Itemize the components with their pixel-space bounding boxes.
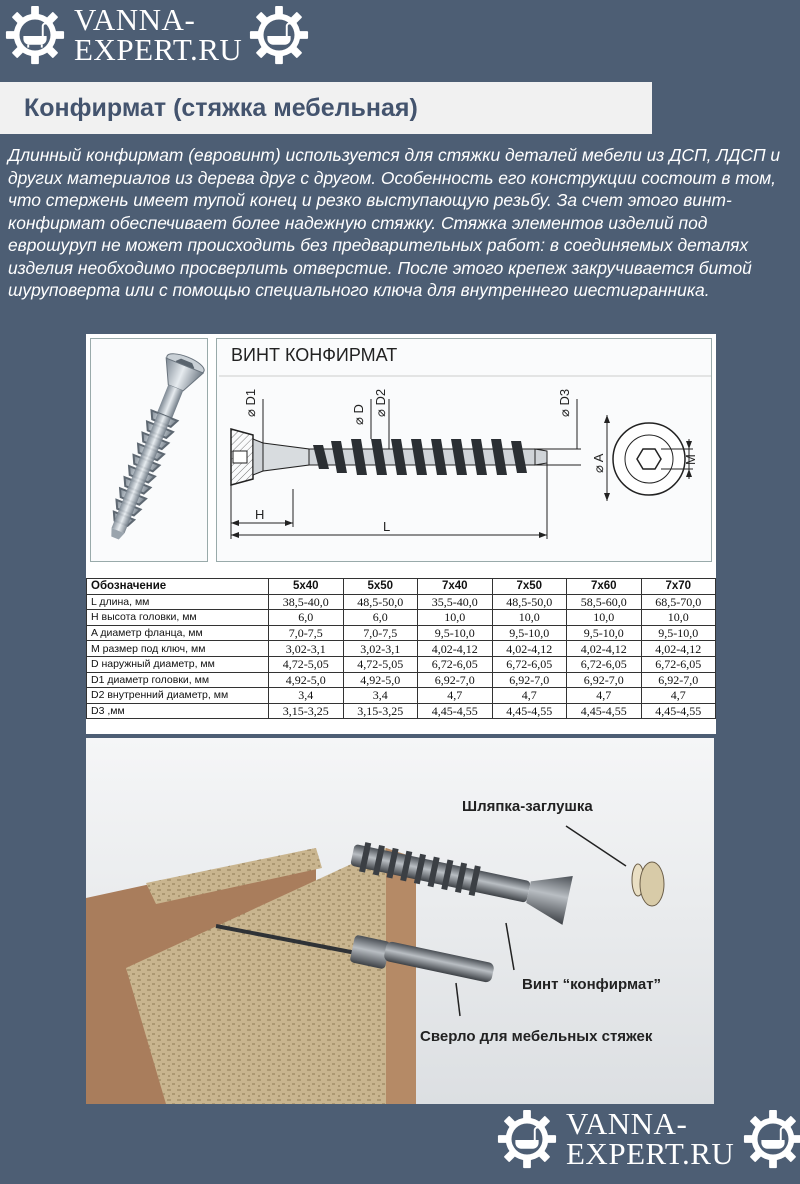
table-cell: 3,4 bbox=[269, 688, 344, 704]
gear-bath-icon bbox=[496, 1108, 558, 1170]
table-cell: 4,72-5,05 bbox=[343, 656, 418, 672]
table-cell: H высота головки, мм bbox=[87, 610, 269, 626]
table-cell: D1 диаметр головки, мм bbox=[87, 672, 269, 688]
site-logo-bottom[interactable] bbox=[496, 1108, 800, 1170]
table-cell: 7,0-7,5 bbox=[269, 625, 344, 641]
table-cell: 4,72-5,05 bbox=[269, 656, 344, 672]
gear-bath-icon bbox=[4, 4, 66, 66]
table-cell: D2 внутренний диаметр, мм bbox=[87, 688, 269, 704]
table-cell: 58,5-60,0 bbox=[567, 594, 642, 610]
table-cell: 6,0 bbox=[269, 610, 344, 626]
table-cell: 6,0 bbox=[343, 610, 418, 626]
col-header: Обозначение bbox=[87, 579, 269, 595]
table-cell: 9,5-10,0 bbox=[492, 625, 567, 641]
specs-table bbox=[86, 578, 716, 719]
table-row bbox=[87, 656, 716, 672]
table-cell: 4,02-4,12 bbox=[567, 641, 642, 657]
table-cell: 3,02-3,1 bbox=[343, 641, 418, 657]
table-cell: 9,5-10,0 bbox=[418, 625, 493, 641]
table-row bbox=[87, 641, 716, 657]
chipboard-scene-image bbox=[86, 738, 714, 1104]
table-cell: 6,72-6,05 bbox=[492, 656, 567, 672]
table-cell: 4,7 bbox=[641, 688, 716, 704]
brand-name bbox=[74, 2, 243, 67]
table-cell: 7,0-7,5 bbox=[343, 625, 418, 641]
label-l: L bbox=[383, 519, 391, 534]
gear-bath-icon bbox=[248, 4, 310, 66]
table-row bbox=[87, 672, 716, 688]
table-cell: 48,5-50,0 bbox=[343, 594, 418, 610]
table-cell: 6,72-6,05 bbox=[567, 656, 642, 672]
table-cell: 3,4 bbox=[343, 688, 418, 704]
table-cell: L длина, мм bbox=[87, 594, 269, 610]
screw-photo bbox=[90, 338, 208, 562]
table-cell: A диаметр фланца, мм bbox=[87, 625, 269, 641]
confirmat-screw-image bbox=[91, 339, 209, 563]
page-title: Конфирмат (стяжка мебельная) bbox=[24, 93, 418, 122]
table-cell: 9,5-10,0 bbox=[641, 625, 716, 641]
table-cell: 10,0 bbox=[567, 610, 642, 626]
table-cell: 4,45-4,55 bbox=[567, 703, 642, 719]
table-row bbox=[87, 703, 716, 719]
col-header: 5х50 bbox=[343, 579, 418, 595]
table-cell: 6,72-6,05 bbox=[641, 656, 716, 672]
intro-paragraph: Длинный конфирмат (евровинт) используется для стяжки деталей мебели из ДСП, ЛДСП и других материалов из дерева друг с другом. Особенность его конструкции состоит в том, что стержень имеет тупой конец и резко выступающую резьбу. За счет этого винт-конфирмат обеспечивает более надежную стяжку. Стяжка элементов изделий под еврошуруп не может происходить без предварительных работ: в соединяемых деталях изделия необходимо просверлить отверстие. После этого крепеж закручивается битой шуруповерта или с помощью специального ключа для внутреннего шестигранника. bbox=[8, 145, 781, 300]
col-header: 7х70 bbox=[641, 579, 716, 595]
col-header: 7х60 bbox=[567, 579, 642, 595]
label-a: ⌀ A bbox=[591, 453, 606, 473]
table-cell: 4,7 bbox=[418, 688, 493, 704]
table-cell: 4,45-4,55 bbox=[641, 703, 716, 719]
brand-line-1: VANNA- bbox=[566, 1106, 688, 1141]
table-cell: 68,5-70,0 bbox=[641, 594, 716, 610]
table-cell: 4,92-5,0 bbox=[343, 672, 418, 688]
gear-bath-icon bbox=[742, 1108, 800, 1170]
table-cell: 4,92-5,0 bbox=[269, 672, 344, 688]
table-cell: 4,7 bbox=[567, 688, 642, 704]
table-cell: 10,0 bbox=[492, 610, 567, 626]
site-logo-top[interactable] bbox=[4, 4, 310, 66]
screw-schematic bbox=[217, 339, 713, 563]
table-cell: 6,92-7,0 bbox=[418, 672, 493, 688]
assembly-illustration bbox=[86, 738, 714, 1104]
table-cell: 6,92-7,0 bbox=[641, 672, 716, 688]
brand-line-2: EXPERT.RU bbox=[566, 1136, 735, 1171]
table-cell: D3 ,мм bbox=[87, 703, 269, 719]
table-cell: 48,5-50,0 bbox=[492, 594, 567, 610]
col-header: 7х50 bbox=[492, 579, 567, 595]
table-cell: 4,02-4,12 bbox=[418, 641, 493, 657]
table-cell: 9,5-10,0 bbox=[567, 625, 642, 641]
col-header: 7х40 bbox=[418, 579, 493, 595]
table-cell: M размер под ключ, мм bbox=[87, 641, 269, 657]
table-cell: 4,45-4,55 bbox=[492, 703, 567, 719]
tech-panel bbox=[86, 334, 716, 734]
table-cell: 4,02-4,12 bbox=[641, 641, 716, 657]
table-cell: 4,45-4,55 bbox=[418, 703, 493, 719]
technical-drawing bbox=[216, 338, 712, 562]
label-d3: ⌀ D3 bbox=[557, 388, 572, 417]
table-cell: 10,0 bbox=[641, 610, 716, 626]
table-row bbox=[87, 594, 716, 610]
table-cell: 3,15-3,25 bbox=[269, 703, 344, 719]
brand-line-1: VANNA- bbox=[74, 2, 196, 37]
table-cell: 6,92-7,0 bbox=[492, 672, 567, 688]
cap-label: Шляпка-заглушка bbox=[462, 798, 593, 815]
table-cell: 4,02-4,12 bbox=[492, 641, 567, 657]
table-row bbox=[87, 625, 716, 641]
table-cell: 4,7 bbox=[492, 688, 567, 704]
table-row bbox=[87, 688, 716, 704]
label-d2: ⌀ D2 bbox=[373, 388, 388, 417]
label-h: H bbox=[255, 507, 265, 522]
title-bar bbox=[0, 82, 652, 134]
table-cell: 38,5-40,0 bbox=[269, 594, 344, 610]
table-cell: 6,92-7,0 bbox=[567, 672, 642, 688]
table-cell: D наружный диаметр, мм bbox=[87, 656, 269, 672]
drill-label: Сверло для мебельных стяжек bbox=[420, 1028, 653, 1045]
label-d1: ⌀ D1 bbox=[243, 388, 258, 417]
table-row bbox=[87, 610, 716, 626]
table-header-row bbox=[87, 579, 716, 595]
table-cell: 10,0 bbox=[418, 610, 493, 626]
brand-name bbox=[566, 1106, 735, 1171]
drawing-title: ВИНТ КОНФИРМАТ bbox=[231, 345, 398, 365]
label-m: M bbox=[683, 454, 698, 465]
label-d: ⌀ D bbox=[351, 404, 366, 425]
table-cell: 3,15-3,25 bbox=[343, 703, 418, 719]
table-cell: 6,72-6,05 bbox=[418, 656, 493, 672]
screw-label: Винт “конфирмат” bbox=[522, 976, 662, 993]
brand-line-2: EXPERT.RU bbox=[74, 32, 243, 67]
table-cell: 3,02-3,1 bbox=[269, 641, 344, 657]
col-header: 5х40 bbox=[269, 579, 344, 595]
table-cell: 35,5-40,0 bbox=[418, 594, 493, 610]
